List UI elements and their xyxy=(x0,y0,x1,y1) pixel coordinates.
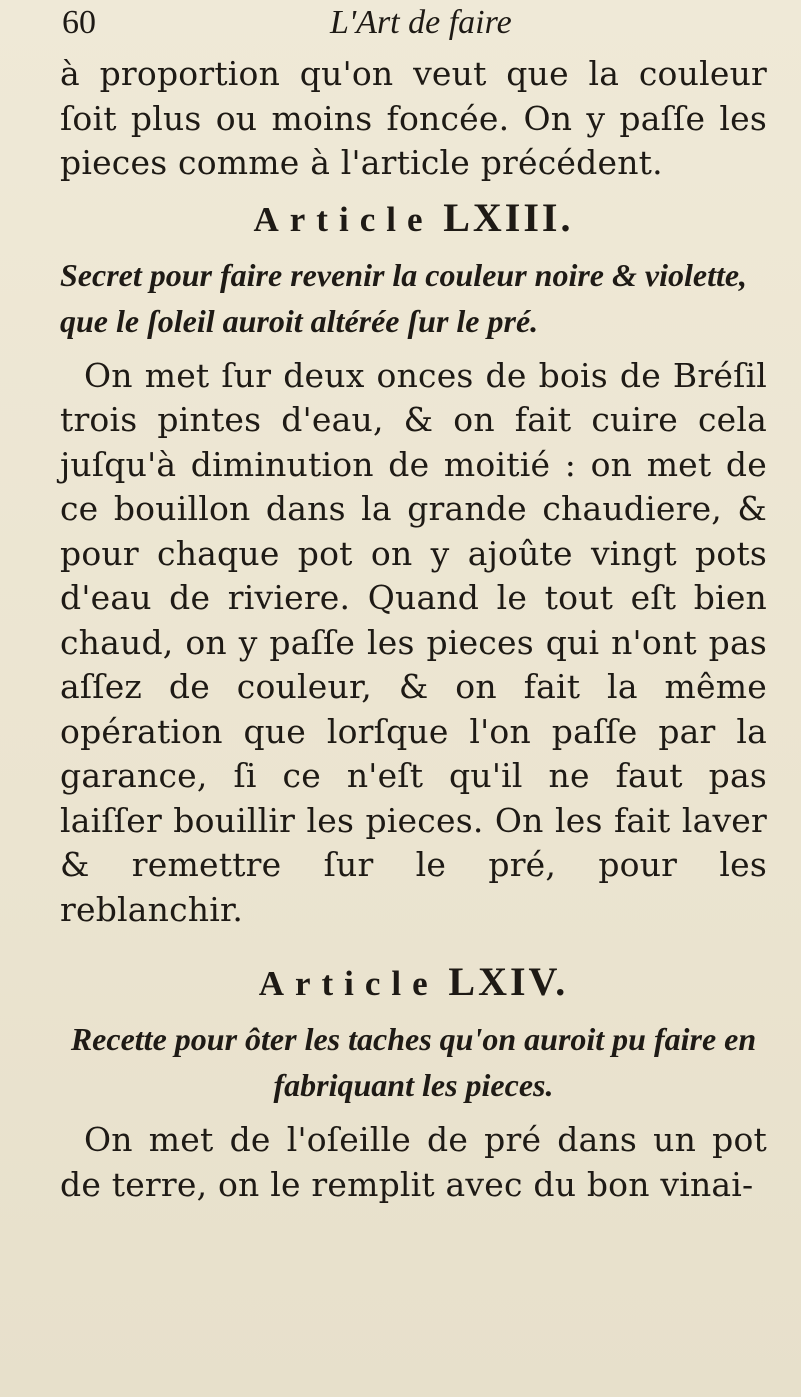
article-64-title: Recette pour ôter les taches qu'on auroit pu faire en fabriquant les pieces. xyxy=(70,1021,757,1103)
article-heading-63 xyxy=(60,196,767,242)
article-numeral: LXIII. xyxy=(443,194,574,240)
running-title: L'Art de faire xyxy=(330,4,512,41)
article-63-title: Secret pour faire revenir la couleur noire & violette, que le ſoleil auroit altérée ſur le pré. xyxy=(60,256,748,339)
article-word: Article xyxy=(258,964,439,1003)
article-63-body: On met ſur deux onces de bois de Bréſil trois pintes d'eau, & on fait cuire cela juſqu'à diminution de moitié : on met de ce bouillon dans la grande chaudiere, & pour chaque pot on y ajoûte vingt pots d'eau de riviere. Quand le tout eſt bien chaud, on y paſſe les pieces qui n'ont pas aſſez de couleur, & on fait la même opération que lorſque l'on paſſe par la garance, ſi ce n'eſt qu'il ne faut pas laiſſer bouillir les pieces. On les fait laver & remettre ſur le pré, pour les reblanchir. xyxy=(60,355,767,929)
article-numeral: LXIV. xyxy=(448,959,569,1004)
article-heading-64 xyxy=(60,960,767,1006)
article-64-body: On met de l'oſeille de pré dans un pot de terre, on le remplit avec du bon vinai- xyxy=(60,1120,767,1204)
page-number: 60 xyxy=(62,4,96,41)
article-word: Article xyxy=(253,199,434,239)
continued-paragraph: à proportion qu'on veut que la couleur ſoit plus ou moins foncée. On y paſſe les pieces comme à l'article précédent. xyxy=(60,54,767,182)
running-head xyxy=(60,0,767,52)
